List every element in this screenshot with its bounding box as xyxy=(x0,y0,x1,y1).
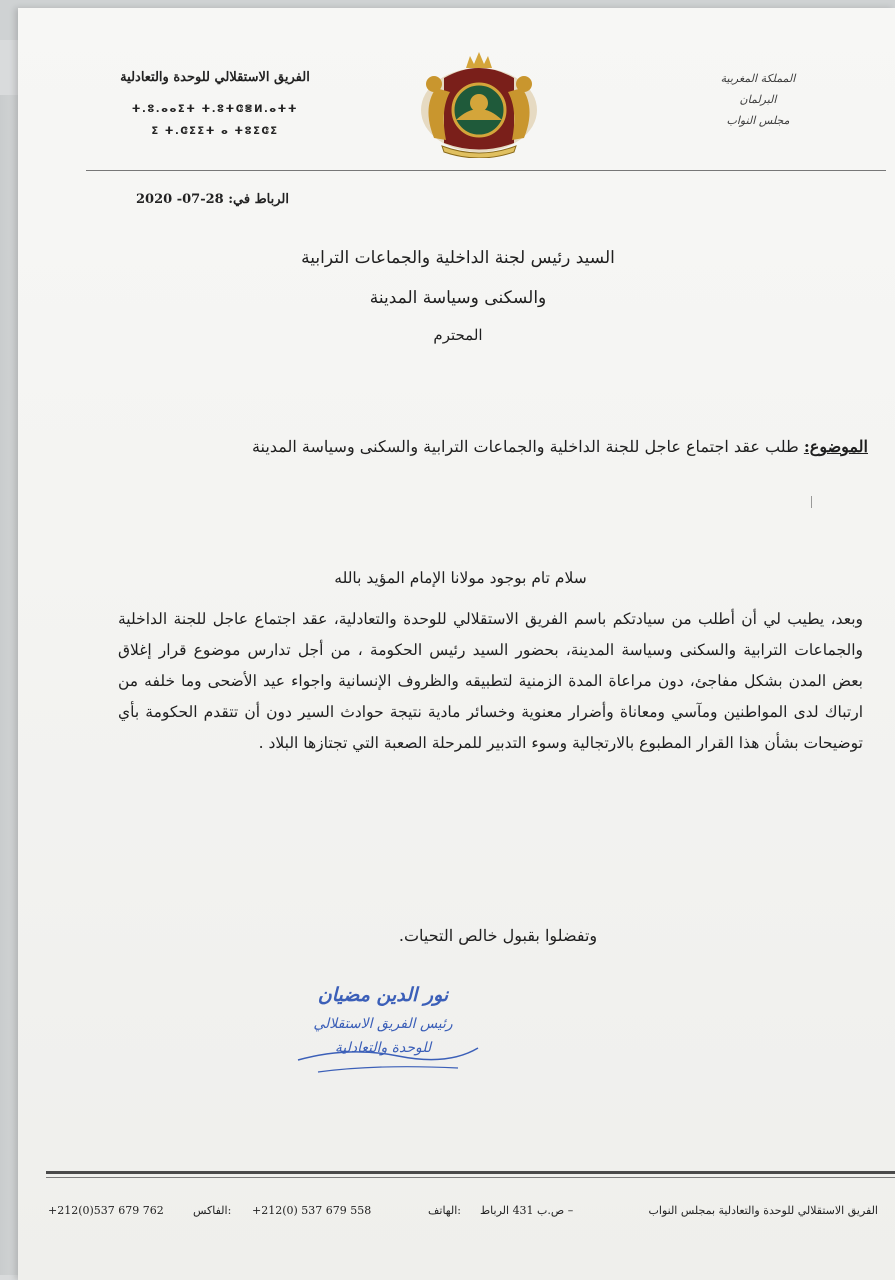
footer-fax-label: الفاكس: xyxy=(193,1204,232,1217)
text-cursor-mark xyxy=(811,496,812,508)
header-tifinagh-line2: ⵉ ⵜ.ⵛⵉⵉⵜ ⴰ ⵜⵓⵉⵛⵉ xyxy=(151,126,279,137)
addressee-line2: والسكنى وسياسة المدينة xyxy=(369,288,547,308)
footer-fax: +212(0)537 679 762 xyxy=(48,1204,164,1217)
signature-stroke-icon xyxy=(288,1038,488,1078)
header-chamber: مجلس النواب xyxy=(726,114,790,127)
letter-greeting: سلام تام بوجود مولانا الإمام المؤيد بالله xyxy=(334,569,587,587)
footer-divider-thin xyxy=(46,1177,895,1178)
header-kingdom: المملكة المغربية xyxy=(720,72,796,85)
footer-po-box: ص.ب 431 الرباط – xyxy=(480,1204,574,1217)
letter-page xyxy=(18,8,895,1280)
letter-closing: وتفضلوا بقبول خالص التحيات. xyxy=(398,926,598,945)
addressee-honorific: المحترم xyxy=(433,326,483,344)
footer-phone: +212(0) 537 679 558 xyxy=(252,1204,372,1217)
footer-org: الفريق الاستقلالي للوحدة والتعادلية بمجلس النواب xyxy=(648,1204,878,1217)
subject-label: الموضوع: xyxy=(803,437,868,456)
header-institution xyxy=(663,68,853,131)
header-divider xyxy=(86,170,886,171)
signatory-name: نور الدين مضيان xyxy=(317,984,449,1006)
coat-of-arms-icon xyxy=(414,48,544,158)
signatory-title-line1: رئيس الفريق الاستقلالي xyxy=(313,1016,453,1032)
footer-divider-thick xyxy=(46,1171,895,1174)
letter-date: الرباط في: 28-07- 2020 xyxy=(136,192,289,207)
subject-text: طلب عقد اجتماع عاجل للجنة الداخلية والجماعات الترابية والسكنى وسياسة المدينة xyxy=(251,437,799,456)
letter-subject xyxy=(178,430,868,464)
header-group-name: الفريق الاستقلالي للوحدة والتعادلية xyxy=(120,70,310,85)
footer-phone-label: الهاتف: xyxy=(428,1204,461,1217)
letter-paragraph: وبعد، يطيب لي أن أطلب من سيادتكم باسم الفريق الاستقلالي للوحدة والتعادلية، عقد اجتماع عاجل للجنة الداخلية والجماعات الترابية والسكنى وسياسة المدينة، بحضور السيد رئيس الحكومة ، من أجل تدارس موضوع قرار إغلاق بعض المدن بشكل مفاجئ، دون مراعاة المدة الزمنية لتطبيقه والظروف الإنسانية واجواء عيد الأضحى وما خلفه من ارتباك لدى المواطنين ومآسي ومعاناة وأضرار معنوية وخسائر مادية نتيجة حوادث السير دون أن تتقدم الحكومة بأي توضيحات بشأن هذا القرار المطبوع بالارتجالية وسوء التدبير للمرحلة الصعبة التي تجتازها البلاد . xyxy=(118,610,863,752)
letter-body xyxy=(118,563,863,759)
letter-footer xyxy=(48,1204,878,1224)
signatory-title-line2: للوحدة والتعادلية xyxy=(334,1040,432,1056)
addressee-line1: السيد رئيس لجنة الداخلية والجماعات الترابية xyxy=(301,248,615,268)
header-group xyxy=(90,70,340,143)
header-parliament: البرلمان xyxy=(739,93,777,106)
header-tifinagh-line1: ⵜ.ⵓ.ⴰⴰⵉⵜ ⵜ.ⵓⵜⵛⴻⵍ.ⴰⵜⵜ xyxy=(131,104,299,115)
